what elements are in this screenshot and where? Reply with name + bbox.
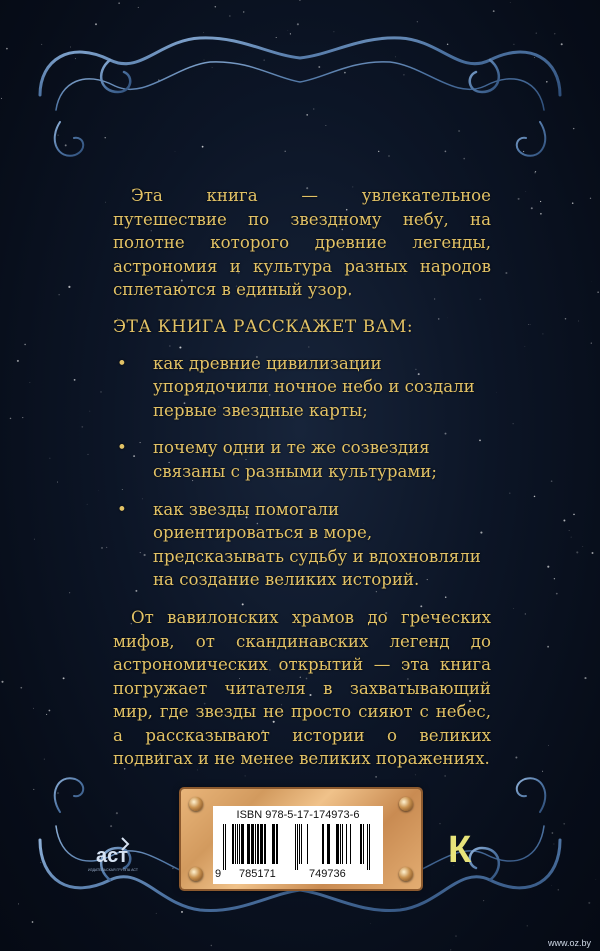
barcode-bar — [276, 824, 278, 864]
ast-publisher-logo — [92, 830, 140, 872]
barcode-bar — [363, 824, 364, 864]
barcode-bar — [340, 824, 341, 864]
barcode-bar — [322, 824, 324, 864]
bullet-icon: • — [117, 438, 127, 458]
watermark-url: www.oz.by — [548, 938, 592, 948]
barcode-guard-bar — [223, 824, 224, 870]
barcode-bar — [307, 824, 308, 864]
imprint-k-logo — [446, 826, 480, 868]
barcode-digit-group-2: 749736 — [309, 868, 346, 880]
barcode-bar — [257, 824, 259, 864]
barcode-bar — [237, 824, 238, 864]
barcode-bar — [239, 824, 240, 864]
intro-paragraph: Эта книга — увлекательное путешествие по звездному небу, на полотне которого древние легенды, астрономия и культура разных народов сплетаются в единый узор. — [113, 186, 491, 300]
barcode — [213, 806, 383, 884]
list-item — [113, 352, 491, 423]
imprint-letter: К — [448, 829, 472, 868]
barcode-bar — [336, 824, 339, 864]
isbn-label: ISBN 978-5-17-174973-6 — [236, 809, 360, 821]
rivet-icon — [399, 797, 413, 811]
barcode-bar — [255, 824, 256, 864]
bullet-icon: • — [117, 499, 127, 519]
list-item-text: как древние цивилизации упорядочили ночное небо и создали первые звездные карты; — [153, 353, 475, 420]
barcode-bar — [299, 824, 300, 864]
barcode-guard-bar — [369, 824, 370, 870]
list-heading: ЭТА КНИГА РАССКАЖЕТ ВАМ: — [113, 316, 414, 337]
list-item — [113, 498, 491, 592]
barcode-bar — [241, 824, 244, 864]
barcode-bar — [327, 824, 330, 864]
barcode-guard-bar — [297, 824, 298, 870]
barcode-bar — [260, 824, 263, 864]
list-item-text: почему одни и те же созвездия связаны с разными культурами; — [153, 438, 437, 481]
list-item-text: как звезды помогали ориентироваться в море, предсказывать судьбу и вдохновляли на создание великих историй. — [153, 499, 481, 590]
barcode-guard-bar — [367, 824, 368, 870]
barcode-bars — [223, 824, 373, 870]
description-block — [113, 184, 491, 771]
barcode-bar — [342, 824, 343, 864]
barcode-bar — [264, 824, 266, 864]
barcode-bar — [247, 824, 250, 864]
barcode-digit-group-1: 785171 — [239, 868, 276, 880]
feature-list — [113, 352, 491, 592]
barcode-bar — [346, 824, 347, 864]
barcode-bar — [301, 824, 302, 864]
rivet-icon — [189, 797, 203, 811]
outro-paragraph: От вавилонских храмов до греческих мифов, от скандинавских легенд до астрономических открытий — эта книга погружает читателя в захватывающий мир, где звезды не просто сияют с небес, а рассказывают истории о великих подвигах и не менее великих поражениях. — [113, 607, 491, 769]
barcode-digit-first: 9 — [215, 868, 222, 880]
barcode-bar — [251, 824, 254, 864]
bullet-icon: • — [117, 353, 127, 373]
barcode-bar — [235, 824, 236, 864]
barcode-bar — [272, 824, 275, 864]
barcode-bar — [232, 824, 234, 864]
rivet-icon — [189, 867, 203, 881]
publisher-caption: ИЗДАТЕЛЬСКАЯ ГРУППА АСТ — [88, 868, 138, 872]
rivet-icon — [399, 867, 413, 881]
barcode-guard-bar — [295, 824, 296, 870]
ast-logo-text: аст — [96, 845, 129, 867]
barcode-guard-bar — [225, 824, 226, 870]
barcode-bar — [350, 824, 351, 864]
barcode-bar — [360, 824, 362, 864]
list-item — [113, 436, 491, 483]
